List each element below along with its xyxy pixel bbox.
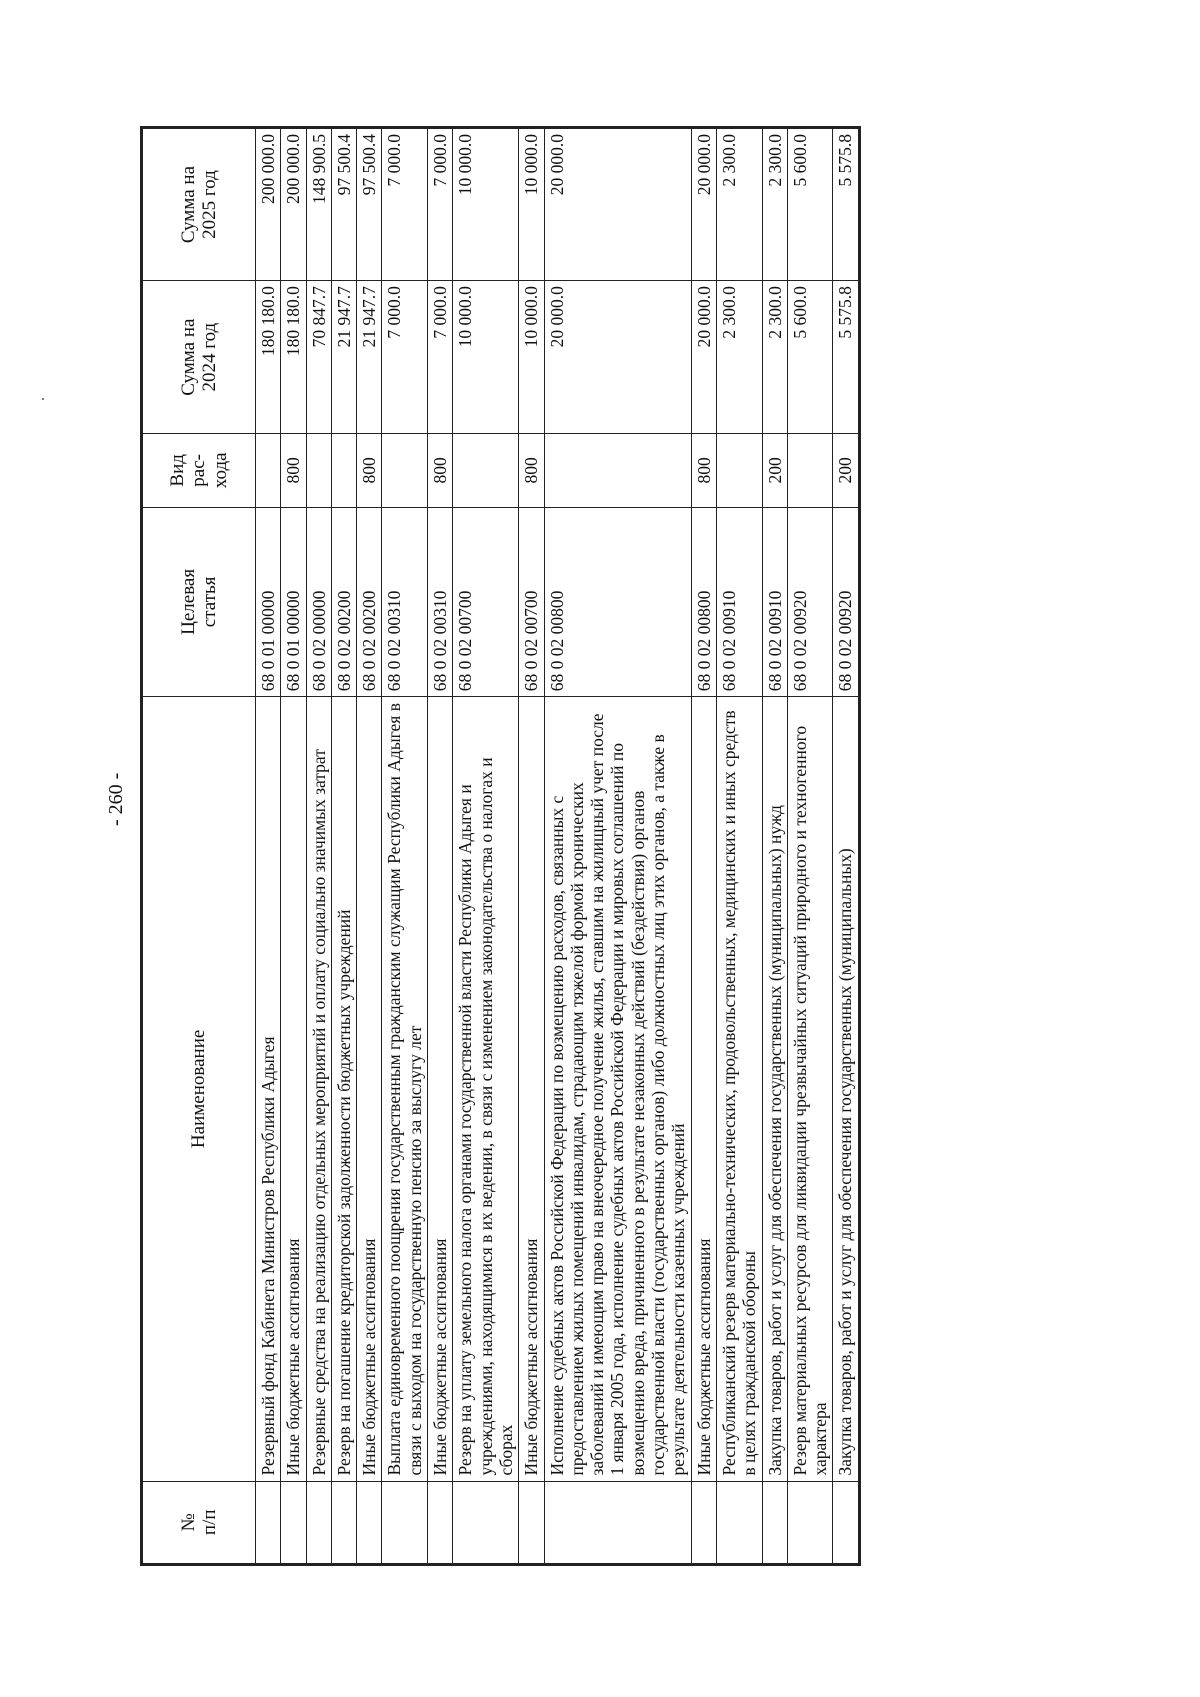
header-name-label: Наименование [188,1029,210,1149]
cell-vid [787,434,833,507]
cell-2024: 2 300.0 [762,281,787,434]
cell-2025: 20 000.0 [544,128,691,281]
cell-no [306,1481,331,1564]
cell-no [357,1481,382,1564]
cell-target: 68 0 02 00310 [428,507,453,697]
table-row [453,128,519,1565]
cell-no [382,1481,428,1564]
cell-2024: 7 000.0 [428,281,453,434]
cell-target: 68 0 02 00910 [762,507,787,697]
cell-target: 68 0 02 00200 [357,507,382,697]
cell-target: 68 0 02 00700 [453,507,519,697]
cell-vid: 200 [762,434,787,507]
header-2024-label: Сумма на 2024 год [177,318,220,396]
cell-name: Резерв на уплату земельного налога органами государственной власти Республики Адыгея и учреждениями, находящимися в их ведении, в связи с изменением законодательства о налогах и сборах [453,697,519,1481]
header-2025-label: Сумма на 2025 год [177,165,220,244]
cell-target: 68 0 02 00910 [716,507,762,697]
cell-name: Иные бюджетные ассигнования [691,697,716,1481]
rotated-table-wrapper [140,126,1060,1566]
header-no [142,1481,256,1564]
cell-no [716,1481,762,1564]
cell-name: Исполнение судебных актов Российской Федерации по возмещению расходов, связанных с предоставлением жилых помещений инвалидам, страдающим тяжелой формой хронических заболеваний и имеющим право на внеочередное получение жилья, ставшим на жилищный учет после 1 января 2005 года, исполнение судебных актов Российской Федерации и мировых соглашений по возмещению вреда, причиненного в результате незаконных действий (бездействия) органов государственной власти (государственных органов) либо должностных лиц этих органов, а также в результате деятельности казенных учреждений [544,697,691,1481]
table-row [544,128,691,1565]
cell-2025: 97 500.4 [331,128,356,281]
cell-vid [544,434,691,507]
cell-no [519,1481,544,1564]
cell-2024: 20 000.0 [544,281,691,434]
cell-2025: 2 300.0 [716,128,762,281]
cell-vid: 800 [519,434,544,507]
header-target [142,507,256,697]
table-row [382,128,428,1565]
cell-target: 68 0 01 00000 [281,507,306,697]
cell-vid [382,434,428,507]
cell-2024: 180 180.0 [281,281,306,434]
table-row [787,128,833,1565]
header-target-label: Целевая статья [177,568,220,635]
cell-target: 68 0 02 00000 [306,507,331,697]
cell-vid [453,434,519,507]
cell-2024: 70 847.7 [306,281,331,434]
header-2024 [142,281,256,434]
cell-no [762,1481,787,1564]
header-no-label: № п/п [177,1509,220,1536]
header-vid [142,434,256,507]
budget-table [140,126,861,1566]
table-row [716,128,762,1565]
cell-name: Резерв материальных ресурсов для ликвидации чрезвычайных ситуаций природного и техногенного характера [787,697,833,1481]
cell-name: Резерв на погашение кредиторской задолженности бюджетных учреждений [331,697,356,1481]
cell-no [453,1481,519,1564]
cell-2024: 5 575.8 [833,281,859,434]
cell-2024: 21 947.7 [331,281,356,434]
cell-name: Выплата единовременного поощрения государственным гражданским служащим Республики Адыгея в связи с выходом на государственную пенсию за выслугу лет [382,697,428,1481]
cell-2025: 97 500.4 [357,128,382,281]
cell-target: 68 0 02 00920 [833,507,859,697]
cell-name: Закупка товаров, работ и услуг для обеспечения государственных (муниципальных) [833,697,859,1481]
cell-no [256,1481,281,1564]
cell-target: 68 0 02 00800 [691,507,716,697]
cell-no [544,1481,691,1564]
cell-2024: 7 000.0 [382,281,428,434]
cell-name: Закупка товаров, работ и услуг для обеспечения государственных (муниципальных) нужд [762,697,787,1481]
cell-no [833,1481,859,1564]
table-row [762,128,787,1565]
cell-target: 68 0 02 00200 [331,507,356,697]
cell-vid: 800 [428,434,453,507]
cell-name: Резервный фонд Кабинета Министров Республики Адыгея [256,697,281,1481]
table-row [256,128,281,1565]
cell-no [428,1481,453,1564]
cell-target: 68 0 01 00000 [256,507,281,697]
cell-no [691,1481,716,1564]
header-name [142,697,256,1481]
cell-2025: 2 300.0 [762,128,787,281]
cell-2024: 10 000.0 [519,281,544,434]
scan-speck [42,398,44,400]
cell-vid [331,434,356,507]
table-row [519,128,544,1565]
table-row [833,128,859,1565]
cell-vid [716,434,762,507]
cell-name: Иные бюджетные ассигнования [357,697,382,1481]
cell-name: Иные бюджетные ассигнования [428,697,453,1481]
page-number: - 260 - [105,772,127,826]
cell-2025: 200 000.0 [281,128,306,281]
table-row [306,128,331,1565]
cell-target: 68 0 02 00310 [382,507,428,697]
cell-2025: 7 000.0 [382,128,428,281]
header-vid-label: Вид рас- хода [167,452,231,489]
cell-name: Республиканский резерв материально-технических, продовольственных, медицинских и иных средств в целях гражданской обороны [716,697,762,1481]
cell-2024: 20 000.0 [691,281,716,434]
table-row [331,128,356,1565]
cell-2024: 10 000.0 [453,281,519,434]
cell-2025: 10 000.0 [453,128,519,281]
cell-vid [256,434,281,507]
cell-target: 68 0 02 00920 [787,507,833,697]
table-row [428,128,453,1565]
cell-2024: 21 947.7 [357,281,382,434]
cell-2025: 5 600.0 [787,128,833,281]
header-2025 [142,128,256,281]
cell-2025: 148 900.5 [306,128,331,281]
table-row [691,128,716,1565]
cell-no [331,1481,356,1564]
cell-name: Иные бюджетные ассигнования [281,697,306,1481]
cell-vid [306,434,331,507]
cell-2024: 5 600.0 [787,281,833,434]
table-header-row [142,128,256,1565]
cell-2025: 7 000.0 [428,128,453,281]
cell-2025: 10 000.0 [519,128,544,281]
cell-vid: 200 [833,434,859,507]
cell-target: 68 0 02 00800 [544,507,691,697]
cell-2025: 200 000.0 [256,128,281,281]
cell-2025: 20 000.0 [691,128,716,281]
table-row [281,128,306,1565]
cell-vid: 800 [357,434,382,507]
table-row [357,128,382,1565]
cell-name: Резервные средства на реализацию отдельных мероприятий и оплату социально значимых затрат [306,697,331,1481]
cell-no [281,1481,306,1564]
cell-2024: 180 180.0 [256,281,281,434]
cell-2025: 5 575.8 [833,128,859,281]
cell-vid: 800 [281,434,306,507]
cell-2024: 2 300.0 [716,281,762,434]
cell-name: Иные бюджетные ассигнования [519,697,544,1481]
cell-vid: 800 [691,434,716,507]
cell-no [787,1481,833,1564]
cell-target: 68 0 02 00700 [519,507,544,697]
